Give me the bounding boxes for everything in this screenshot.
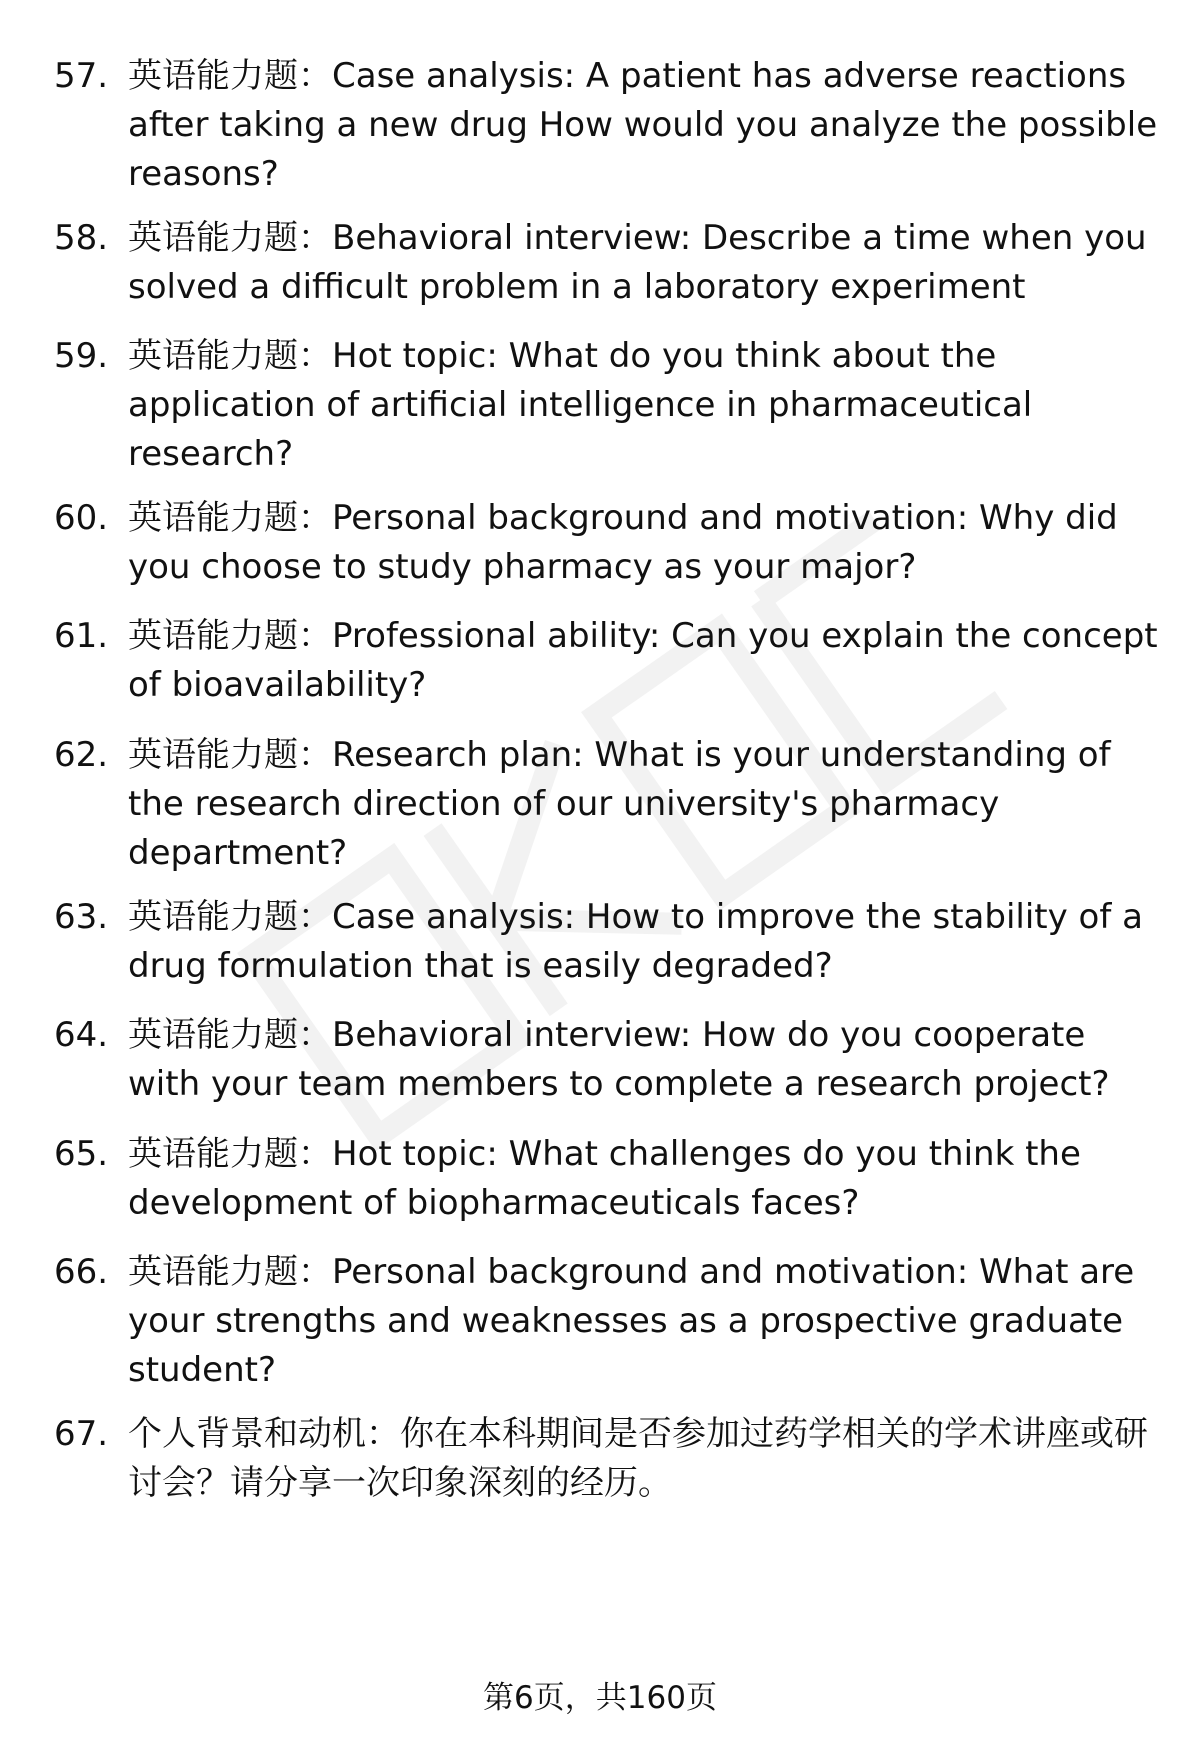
question-text: 英语能力题：Personal background and motivation: What are your strengths and weaknesses as a prospective graduate student? xyxy=(128,1252,1135,1390)
question-text: 英语能力题：Behavioral interview: How do you cooperate with your team members to complete a research project? xyxy=(128,1015,1110,1104)
question-number: 60. xyxy=(54,498,109,538)
question-number: 63. xyxy=(54,897,109,937)
question-text: 英语能力题：Personal background and motivation: Why did you choose to study pharmacy as your major? xyxy=(128,498,1118,587)
question-text: 英语能力题：Hot topic: What do you think about the application of artificial intelligence in pharmaceutical research? xyxy=(128,336,1033,474)
page-footer: 第6页，共160页 xyxy=(483,1680,717,1716)
question-number: 58. xyxy=(54,218,109,258)
question-text: 英语能力题：Case analysis: How to improve the stability of a drug formulation that is easily degraded? xyxy=(128,897,1143,986)
question-text: 英语能力题：Case analysis: A patient has adverse reactions after taking a new drug How would you analyze the possible reasons? xyxy=(128,56,1158,194)
question-text: 英语能力题：Research plan: What is your understanding of the research direction of our university's pharmacy department? xyxy=(128,735,1111,873)
question-text: 英语能力题：Professional ability: Can you explain the concept of bioavailability? xyxy=(128,616,1158,705)
question-number: 66. xyxy=(54,1252,109,1292)
question-number: 59. xyxy=(54,336,109,376)
question-number: 64. xyxy=(54,1015,109,1055)
question-text: 英语能力题：Behavioral interview: Describe a time when you solved a difficult problem in a laboratory experiment xyxy=(128,218,1147,307)
question-number: 62. xyxy=(54,735,109,775)
question-number: 57. xyxy=(54,56,109,96)
question-text: 英语能力题：Hot topic: What challenges do you think the development of biopharmaceuticals faces? xyxy=(128,1134,1081,1223)
question-number: 65. xyxy=(54,1134,109,1174)
question-text: 个人背景和动机：你在本科期间是否参加过药学相关的学术讲座或研讨会？请分享一次印象深刻的经历。 xyxy=(128,1414,1148,1503)
question-number: 67. xyxy=(54,1414,109,1454)
question-number: 61. xyxy=(54,616,109,656)
